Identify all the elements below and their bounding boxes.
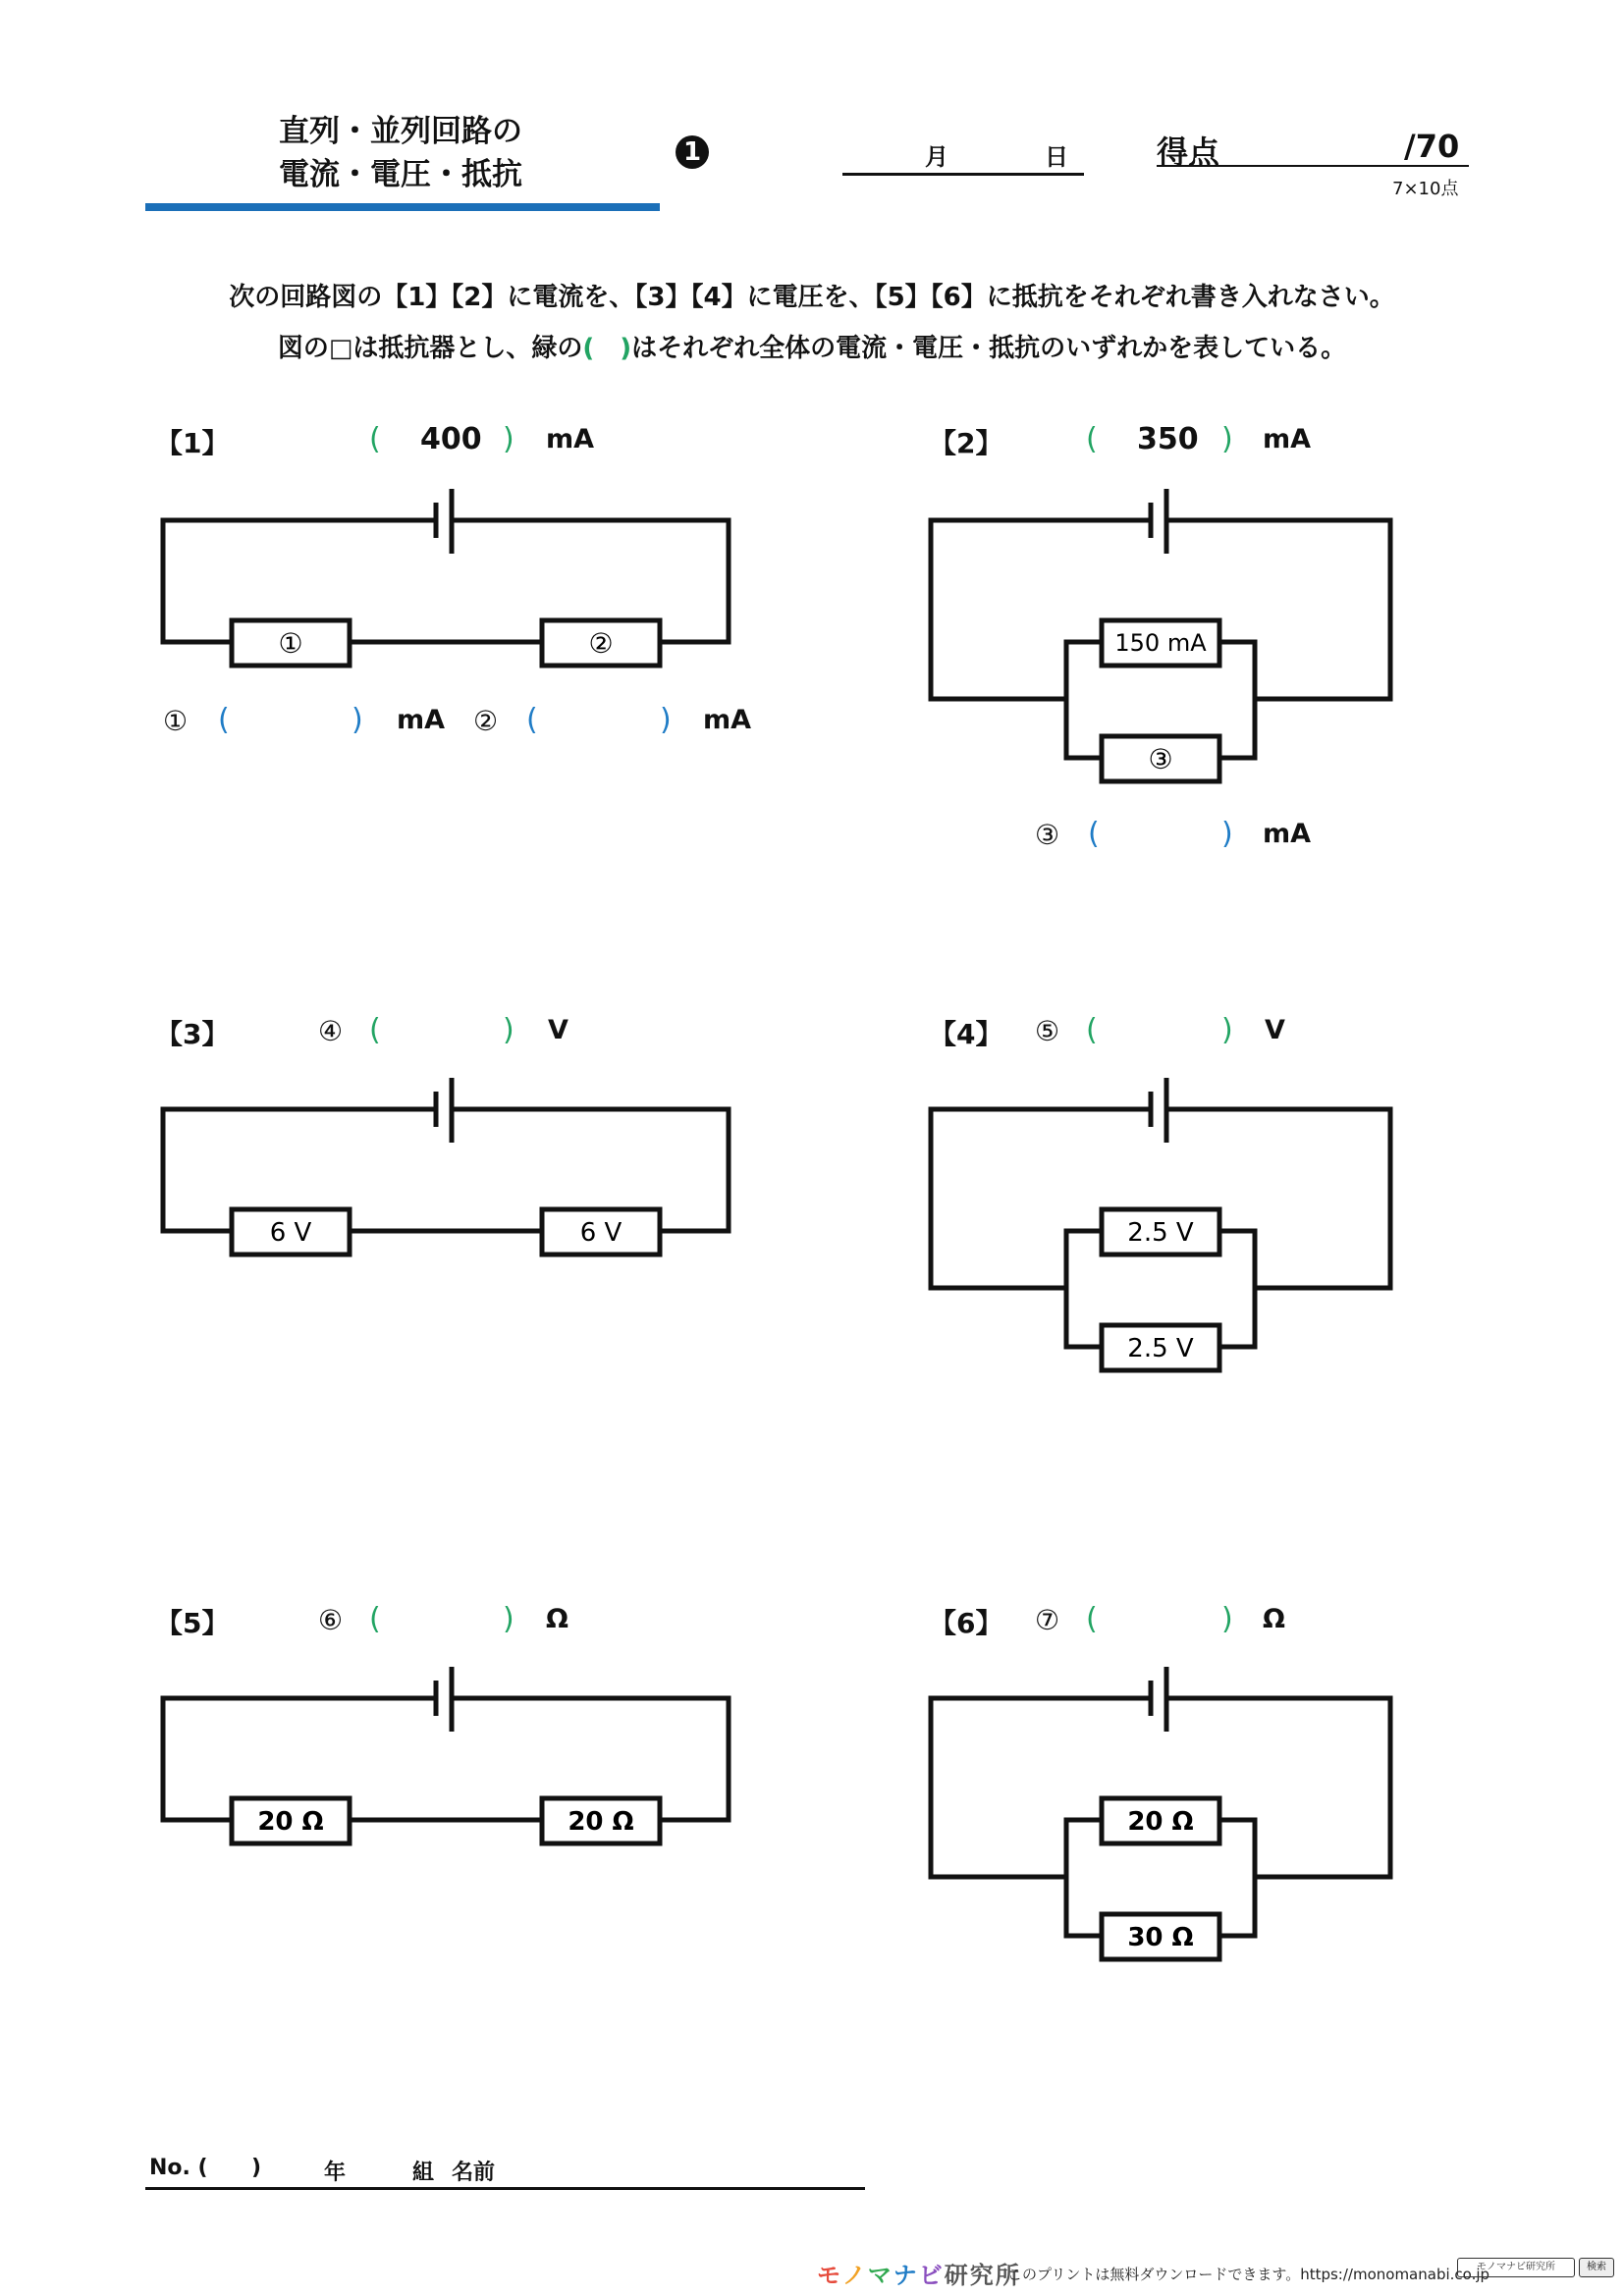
problem-5-paren-close: ): [503, 1602, 514, 1636]
problem-5-paren-open: (: [369, 1602, 381, 1636]
problem-6-unit: Ω: [1263, 1604, 1285, 1634]
problem-1-resistor-2-label: ②: [588, 627, 614, 660]
problem-4-resistor-1-label: 2.5 V: [1127, 1218, 1194, 1248]
problem-1-paren-open: (: [369, 422, 381, 456]
score-note: 7×10点: [1392, 179, 1459, 199]
problem-1-answer-1-paren-close: ): [352, 703, 363, 737]
search-box[interactable]: モノマナビ研究所: [1457, 2258, 1575, 2277]
instruction-text-a: 図の□は抵抗器とし、緑の: [277, 334, 583, 363]
problem-6-total-marker: ⑦: [1035, 1604, 1060, 1636]
problem-5-circuit: [157, 1677, 746, 1853]
problem-3-resistor-2-label: 6 V: [579, 1218, 623, 1248]
problem-3-label: 【3】: [155, 1018, 230, 1050]
instruction-line-2: [0, 328, 1624, 364]
problem-2-answer-unit: mA: [1263, 819, 1312, 849]
problem-3-circuit: [157, 1088, 746, 1264]
problem-1-circuit: [157, 499, 746, 675]
problem-6-paren-open: (: [1086, 1602, 1098, 1636]
problem-2-resistor-2-label: ③: [1148, 743, 1173, 775]
month-label: 月: [925, 143, 948, 171]
date-line: [842, 173, 1084, 176]
title-underline: [145, 203, 660, 211]
problem-1-answer-2-paren-open: (: [526, 703, 538, 737]
problem-1-unit: mA: [546, 424, 595, 454]
problem-5-resistor-2-label: 20 Ω: [568, 1807, 634, 1837]
problem-2-answer-paren-open: (: [1088, 817, 1100, 851]
worksheet-title: [244, 110, 558, 196]
problem-6-resistor-1-label: 20 Ω: [1127, 1807, 1194, 1837]
year-label: 年: [324, 2161, 347, 2185]
site-logo: モノマナビ研究所: [817, 2262, 1021, 2289]
problem-3-total-marker: ④: [318, 1015, 344, 1047]
title-line-2: 電流・電圧・抵抗: [279, 157, 522, 192]
problem-1-resistor-1-label: ①: [278, 627, 303, 660]
problem-2-total-value: 350: [1137, 422, 1199, 456]
download-note[interactable]: このプリントは無料ダウンロードできます。https://monomanabi.co.jp: [1007, 2266, 1490, 2283]
problem-2-label: 【2】: [929, 427, 1003, 459]
problem-4-paren-close: ): [1221, 1013, 1233, 1047]
score-label: 得点: [1157, 133, 1220, 171]
problem-6-resistor-2-label: 30 Ω: [1127, 1923, 1194, 1952]
day-label: 日: [1045, 143, 1068, 171]
problem-4-circuit: [929, 1088, 1400, 1382]
problem-2-paren-open: (: [1086, 422, 1098, 456]
problem-2-resistor-1-label: 150 mA: [1114, 629, 1207, 657]
problem-4-resistor-2-label: 2.5 V: [1127, 1334, 1194, 1363]
problem-2-unit: mA: [1263, 424, 1312, 454]
search-button[interactable]: 検索: [1579, 2258, 1614, 2277]
problem-2-answer-paren-close: ): [1221, 817, 1233, 851]
problem-6-paren-close: ): [1221, 1602, 1233, 1636]
problem-1-answer-2-paren-close: ): [660, 703, 672, 737]
problem-1-label: 【1】: [155, 427, 230, 459]
problem-1-paren-close: ): [503, 422, 514, 456]
problem-1-total-value: 400: [420, 422, 482, 456]
problem-1-answer-1-paren-open: (: [218, 703, 230, 737]
problem-5-unit: Ω: [546, 1604, 568, 1634]
problem-4-unit: V: [1265, 1015, 1285, 1045]
score-total: /70: [1404, 128, 1460, 165]
student-no-label: No. (: [149, 2156, 208, 2180]
problem-5-total-marker: ⑥: [318, 1604, 344, 1636]
problem-2-answer-marker: ③: [1035, 819, 1060, 851]
problem-4-label: 【4】: [929, 1018, 1003, 1050]
problem-3-resistor-1-label: 6 V: [269, 1218, 312, 1248]
name-label: 名前: [452, 2161, 496, 2185]
sheet-number-badge: 1: [676, 135, 709, 169]
instruction-text-b: はそれぞれ全体の電流・電圧・抵抗のいずれかを表している。: [631, 334, 1347, 363]
problem-6-circuit: [929, 1677, 1400, 1971]
name-line: [145, 2187, 865, 2190]
student-no-close: ): [251, 2156, 262, 2180]
problem-1-answer-1-unit: mA: [397, 705, 446, 735]
problem-3-unit: V: [548, 1015, 568, 1045]
problem-2-circuit: [929, 499, 1400, 793]
problem-1-answer-2-unit: mA: [703, 705, 752, 735]
problem-4-paren-open: (: [1086, 1013, 1098, 1047]
problem-5-label: 【5】: [155, 1607, 230, 1639]
problem-2-paren-close: ): [1221, 422, 1233, 456]
problem-6-label: 【6】: [929, 1607, 1003, 1639]
problem-3-paren-close: ): [503, 1013, 514, 1047]
problem-5-resistor-1-label: 20 Ω: [257, 1807, 324, 1837]
score-line: [1157, 165, 1469, 167]
class-label: 組: [412, 2161, 435, 2185]
problem-4-total-marker: ⑤: [1035, 1015, 1060, 1047]
instruction-green-paren: ( ): [582, 334, 632, 363]
problem-1-answer-2-marker: ②: [473, 705, 499, 737]
problem-3-paren-open: (: [369, 1013, 381, 1047]
instruction-line-1: 次の回路図の【1】【2】に電流を、【3】【4】に電圧を、【5】【6】に抵抗をそれぞれ書き入れなさい。: [229, 283, 1395, 312]
problem-1-answer-1-marker: ①: [163, 705, 189, 737]
title-line-1: 直列・並列回路の: [279, 114, 522, 149]
